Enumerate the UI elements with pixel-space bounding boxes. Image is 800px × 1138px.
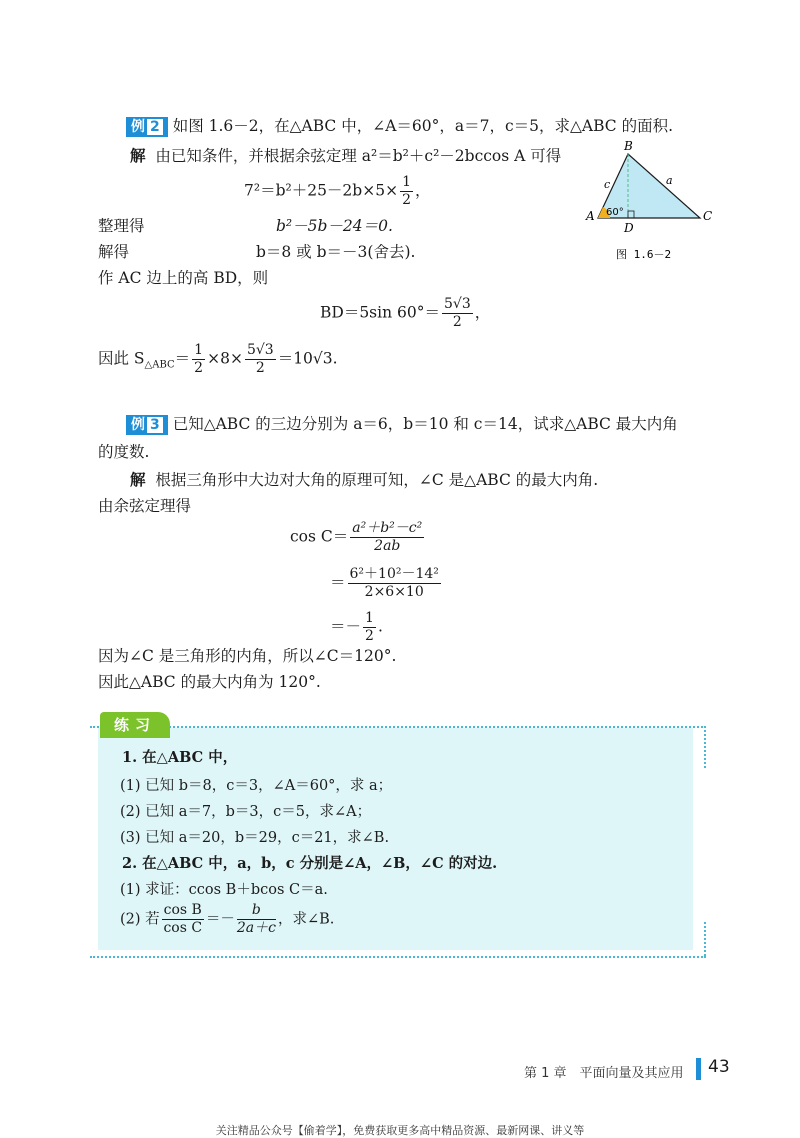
angle-label: 60° <box>606 207 624 218</box>
figure-caption: 图 1.6－2 <box>616 248 672 261</box>
example-3-problem: 已知△ABC 的三边分别为 a＝6，b＝10 和 c＝14，试求△ABC 最大内角 <box>172 415 678 433</box>
therefore-line: 因此△ABC 的最大内角为 120°. <box>98 673 321 691</box>
fraction: $\frac{5√3}{2}$ <box>246 342 274 376</box>
arrange-label: 整理得 <box>98 217 145 235</box>
practice-q1-2: (2) 已知 a＝7，b＝3，c＝5，求∠A； <box>120 804 372 820</box>
practice-border-top <box>90 726 706 728</box>
practice-border-bottom <box>90 956 706 958</box>
bd-equation: BD＝5sin 60°＝ $\frac{5√3}{2}$ ， <box>320 296 491 330</box>
label-c: C <box>703 209 713 223</box>
example-3-problem-cont: 的度数. <box>98 443 150 461</box>
footer-notice: 关注精品公众号【偷着学】，免费获取更多高中精品资源、最新网课、讲义等 <box>215 1124 585 1137</box>
chapter-label: 第 1 章 平面向量及其应用 <box>524 1066 684 1081</box>
solve-equation: b＝8 或 b＝－3(舍去). <box>256 243 416 261</box>
example-tag: 例 2 <box>126 117 168 137</box>
area-equation: 因此 $S_{\triangle ABC}=$ $\frac{1}{2}$ ×8× $\frac{5√3}{2}$ ＝10√3. <box>98 342 338 376</box>
practice-q1-1: (1) 已知 b＝8，c＝3，∠A＝60°，求 a； <box>120 778 393 794</box>
arrange-equation: b²－5b－24＝0. <box>276 217 393 235</box>
practice-title: 练习 <box>100 712 170 738</box>
cos-equation-3: ＝－ $\frac{1}{2}$ . <box>330 610 383 644</box>
practice-q1: 1. 在△ABC 中， <box>122 749 238 766</box>
example-tag: 例 3 <box>126 415 168 435</box>
solution-text: 由已知条件，并根据余弦定理 a²＝b²＋c²－2bccos A 可得 <box>155 147 562 165</box>
solve-label: 解得 <box>98 243 130 261</box>
fraction: $\frac{b}{2a+c}$ <box>236 902 276 936</box>
fraction: $\frac{1}{2}$ <box>194 342 204 376</box>
practice-q2: 2. 在△ABC 中，a，b，c 分别是∠A，∠B，∠C 的对边. <box>122 855 498 872</box>
cosine-law-line: 由余弦定理得 <box>98 497 192 515</box>
solution-label: 解 <box>130 146 146 165</box>
equation-1: 7²＝b²＋25－2b×5× $\frac{1}{2}$ ， <box>244 174 431 208</box>
practice-q1-3: (3) 已知 a＝20，b＝29，c＝21，求∠B. <box>120 830 390 846</box>
fraction: $\frac{1}{2}$ <box>402 174 411 208</box>
solution-label: 解 <box>130 470 146 489</box>
solution-line <box>130 146 561 166</box>
fraction: $\frac{\text{a²＋b²－c²}}{2ab}$ <box>352 520 423 554</box>
side-a-label: a <box>666 174 673 187</box>
example-2-heading <box>126 116 673 137</box>
because-line: 因为∠C 是三角形的内角，所以∠C＝120°. <box>98 647 397 665</box>
practice-border-right-lower <box>704 922 706 956</box>
solution-text: 根据三角形中大边对大角的原理可知，∠C 是△ABC 的最大内角. <box>155 471 599 489</box>
solution-line <box>130 470 598 490</box>
label-b: B <box>624 140 633 153</box>
example-2-problem: 如图 1.6－2，在△ABC 中，∠A＝60°，a＝7，c＝5，求△ABC 的面积. <box>172 117 674 135</box>
practice-q2-1: (1) 求证：ccos B＋bcos C＝a. <box>120 882 328 898</box>
label-d: D <box>624 221 634 235</box>
label-a: A <box>586 209 595 223</box>
cos-equation-1: cos C＝ $\frac{\text{a²＋b²－c²}}{2ab}$ <box>290 520 423 554</box>
triangle-figure <box>580 140 720 270</box>
page-divider <box>696 1058 701 1080</box>
page-number: 43 <box>708 1057 730 1077</box>
fraction: $\frac{1}{2}$ <box>365 610 374 644</box>
practice-border-right <box>704 726 706 768</box>
side-c-label: c <box>604 178 611 191</box>
equation-text: 7²＝b²＋25－2b×5× <box>244 181 399 200</box>
fraction: $\frac{\text{cos B}}{\text{cos C}}$ <box>163 902 203 936</box>
height-line: 作 AC 边上的高 BD，则 <box>98 269 269 287</box>
example-3-heading <box>126 414 678 435</box>
fraction: $\frac{\text{6²＋10²－14²}}{2\times 6\times 10}$ <box>349 566 439 600</box>
fraction: $\frac{5√3}{2}$ <box>443 296 471 330</box>
cos-equation-2: ＝ $\frac{\text{6²＋10²－14²}}{2\times 6\times 10}$ <box>330 566 439 600</box>
practice-q2-2: (2) 若 $\frac{\text{cos B}}{\text{cos C}}$ ＝－ $\frac{b}{2a+c}$ ，求∠B. <box>120 902 335 936</box>
